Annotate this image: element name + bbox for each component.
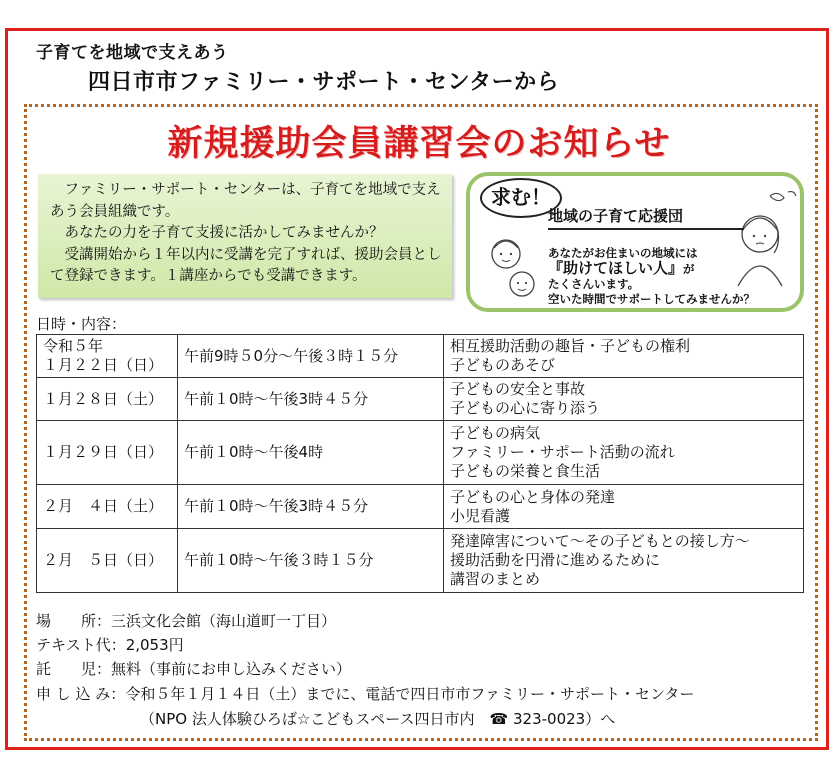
text-fee-row: テキスト代：2,053円 bbox=[36, 636, 184, 654]
date-cell: １月２８日（土） bbox=[37, 378, 178, 421]
callout-underline bbox=[548, 228, 744, 230]
table-row bbox=[37, 335, 804, 378]
date-cell: ２月 ５日（日） bbox=[37, 529, 178, 593]
callout-line-3: たくさんいます。 bbox=[548, 277, 640, 291]
table-row bbox=[37, 421, 804, 485]
schedule-label: 日時・内容： bbox=[36, 315, 127, 333]
callout-text bbox=[548, 246, 798, 307]
topic-cell: 子どもの安全と事故 子どもの心に寄り添う bbox=[444, 378, 804, 421]
table-row bbox=[37, 378, 804, 421]
table-row bbox=[37, 529, 804, 593]
intro-paragraph-2: あなたの力を子育て支援に活かしてみませんか？ bbox=[64, 225, 384, 241]
page-title: 新規援助会員講習会のお知らせ bbox=[167, 124, 671, 164]
time-cell: 午前１0時～午後3時４５分 bbox=[178, 485, 444, 529]
apply-contact-row: （NPO 法人体験ひろば☆こどもスペース四日市内 ☎ 323-0023）へ bbox=[140, 710, 616, 728]
date-cell: ２月 ４日（土） bbox=[37, 485, 178, 529]
topic-cell: 子どもの病気 ファミリー・サポート活動の流れ 子どもの栄養と食生活 bbox=[444, 421, 804, 485]
topic-cell: 発達障害について～その子どもとの接し方～ 援助活動を円滑に進めるために 講習のまとめ bbox=[444, 529, 804, 593]
time-cell: 午前１0時～午後3時４５分 bbox=[178, 378, 444, 421]
time-cell: 午前１0時～午後３時１５分 bbox=[178, 529, 444, 593]
table-row bbox=[37, 485, 804, 529]
time-cell: 午前１0時～午後4時 bbox=[178, 421, 444, 485]
callout-line-1: あなたがお住まいの地域には bbox=[548, 246, 698, 260]
callout-heading: 地域の子育て応援団 bbox=[548, 207, 684, 225]
header-line1: 子育てを地域で支えあう bbox=[36, 43, 229, 63]
date-cell: １月２９日（日） bbox=[37, 421, 178, 485]
callout-line-4: 空いた時間でサポートしてみませんか？ bbox=[548, 292, 755, 306]
time-cell: 午前9時５0分～午後３時１５分 bbox=[178, 335, 444, 378]
apply-row: 申 し 込 み：令和５年１月１４日（土）までに、電話で四日市市ファミリー・サポート・センター bbox=[36, 685, 695, 703]
place-row: 場 所：三浜文化会館（海山道町一丁目） bbox=[36, 612, 337, 630]
callout-line-2: 『助けてほしい人』が bbox=[548, 259, 695, 277]
wanted-badge: 求む！ bbox=[480, 178, 562, 218]
intro-paragraph-1: ファミリー・サポート・センターは、子育てを地域で支えあう会員組織です。 bbox=[50, 182, 441, 220]
date-cell: 令和５年 １月２２日（日） bbox=[37, 335, 178, 378]
intro-paragraph-3: 受講開始から１年以内に受講を完了すれば、援助会員として登録できます。１講座からでも受講できます。 bbox=[50, 246, 442, 284]
schedule-table bbox=[36, 334, 804, 593]
childcare-row: 託 児：無料（事前にお申し込みください） bbox=[36, 660, 352, 678]
header-line2: 四日市市ファミリー・サポート・センターから bbox=[88, 70, 560, 95]
intro-box bbox=[38, 174, 452, 298]
topic-cell: 相互援助活動の趣旨・子どもの権利 子どものあそび bbox=[444, 335, 804, 378]
topic-cell: 子どもの心と身体の発達 小児看護 bbox=[444, 485, 804, 529]
